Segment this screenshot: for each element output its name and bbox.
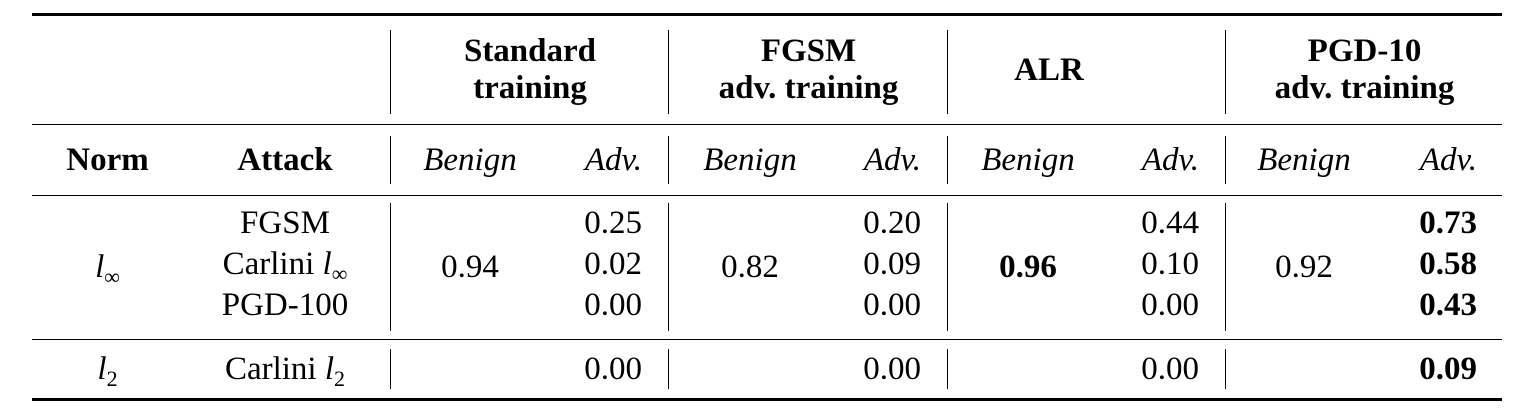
l2-separator-1 [390, 349, 391, 389]
group-header-standard [392, 33, 668, 107]
attack-fgsm: FGSM [240, 205, 330, 241]
fgsm-benign: 0.82 [721, 249, 779, 285]
header-norm: Norm [66, 142, 149, 178]
standard-adv-fgsm: 0.25 [584, 205, 642, 241]
body-separator-2 [668, 203, 669, 331]
body-separator-4 [1225, 203, 1226, 331]
norm-linf [40, 248, 175, 289]
l2-separator-4 [1225, 349, 1226, 389]
l2-fgsm-adv: 0.00 [863, 351, 921, 387]
header-attack: Attack [237, 142, 333, 178]
fgsm-adv-carlini: 0.09 [863, 246, 921, 282]
pgd-benign: 0.92 [1275, 249, 1333, 285]
group-pgd-line2: adv. training [1274, 70, 1455, 106]
header-pgd-benign: Benign [1257, 142, 1351, 178]
norm-linf-base: l [95, 249, 105, 285]
attack-carlini-linf-text: Carlini [222, 246, 323, 282]
section-rule [32, 339, 1502, 340]
header-standard-benign: Benign [423, 142, 517, 178]
attack-carlini-linf [190, 245, 380, 286]
group-pgd-line1: PGD-10 [1307, 33, 1422, 69]
header-standard-adv: Adv. [584, 142, 642, 178]
group-header-pgd [1227, 33, 1502, 107]
norm-l2-base: l [97, 351, 107, 387]
attack-carlini-l2-text: Carlini [224, 351, 325, 387]
attack-carlini-linf-base: l [322, 246, 332, 282]
l2-separator-3 [947, 349, 948, 389]
group-separator-2 [668, 30, 669, 114]
subheader-separator-4 [1225, 136, 1226, 184]
alr-adv-fgsm: 0.44 [1141, 205, 1199, 241]
header-alr-adv: Adv. [1141, 142, 1199, 178]
norm-l2 [40, 350, 175, 391]
group-header-alr [949, 52, 1149, 89]
norm-linf-sub: ∞ [104, 264, 120, 289]
pgd-adv-pgd: 0.43 [1419, 287, 1477, 323]
alr-adv-carlini: 0.10 [1141, 246, 1199, 282]
fgsm-adv-pgd: 0.00 [863, 287, 921, 323]
standard-adv-carlini: 0.02 [584, 246, 642, 282]
group-header-fgsm [670, 33, 947, 107]
header-rule [32, 124, 1502, 125]
header-pgd-adv: Adv. [1419, 142, 1477, 178]
alr-adv-pgd: 0.00 [1141, 287, 1199, 323]
attack-carlini-linf-sub: ∞ [331, 261, 348, 286]
top-rule [32, 13, 1502, 16]
group-alr-line1: ALR [1014, 52, 1084, 88]
fgsm-adv-fgsm: 0.20 [863, 205, 921, 241]
group-separator-3 [947, 30, 948, 114]
pgd-adv-carlini: 0.58 [1419, 246, 1477, 282]
group-fgsm-line1: FGSM [760, 33, 857, 69]
bottom-rule [32, 398, 1502, 401]
attack-carlini-l2-sub: 2 [334, 366, 346, 391]
norm-l2-sub: 2 [106, 366, 118, 391]
header-fgsm-adv: Adv. [863, 142, 921, 178]
alr-benign: 0.96 [999, 249, 1057, 285]
group-standard-line2: training [473, 70, 587, 106]
l2-standard-adv: 0.00 [584, 351, 642, 387]
l2-pgd-adv: 0.09 [1419, 351, 1477, 387]
body-separator-1 [390, 203, 391, 331]
header-fgsm-benign: Benign [703, 142, 797, 178]
l2-alr-adv: 0.00 [1141, 351, 1199, 387]
body-separator-3 [947, 203, 948, 331]
l2-separator-2 [668, 349, 669, 389]
subheader-separator-2 [668, 136, 669, 184]
group-standard-line1: Standard [463, 33, 597, 69]
header-alr-benign: Benign [981, 142, 1075, 178]
group-separator-4 [1225, 30, 1226, 114]
group-fgsm-line2: adv. training [718, 70, 899, 106]
attack-carlini-l2 [190, 350, 380, 391]
standard-benign: 0.94 [441, 249, 499, 285]
group-separator-1 [390, 30, 391, 114]
attack-carlini-l2-base: l [324, 351, 335, 387]
subheader-rule [32, 195, 1502, 196]
standard-adv-pgd: 0.00 [584, 287, 642, 323]
subheader-separator-3 [947, 136, 948, 184]
subheader-separator-1 [390, 136, 391, 184]
attack-pgd100: PGD-100 [221, 287, 349, 323]
pgd-adv-fgsm: 0.73 [1419, 205, 1477, 241]
